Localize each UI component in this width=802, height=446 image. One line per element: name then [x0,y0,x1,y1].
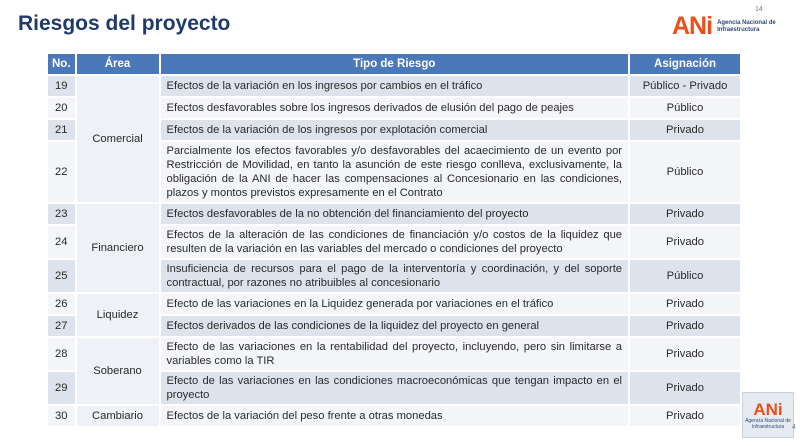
ani-logo-mark: ANi [672,12,713,40]
risk-assignment: Privado [630,406,740,426]
risk-table [48,52,740,428]
risk-type: Insuficiencia de recursos para el pago de la interventoría y coordinación, y del soporte contractual, por razones no atribuibles al concesionario [161,260,631,292]
risk-type: Efectos de la variación de los ingresos por explotación comercial [161,120,631,140]
corner-logo-text [745,418,791,430]
table-row [48,204,740,224]
risk-number: 25 [48,260,77,292]
corner-logo-line1: Agencia Nacional de [745,417,791,424]
risk-number: 19 [48,76,77,96]
risk-number: 28 [48,338,77,370]
corner-logo-mark: ANi [753,399,783,419]
risk-type: Efectos de la variación en los ingresos por cambios en el tráfico [161,76,631,96]
header-asignacion: Asignación [630,54,740,74]
risk-area: Financiero [77,204,161,292]
risk-type: Efectos desfavorables sobre los ingresos derivados de elusión del pago de peajes [161,98,631,118]
risk-type: Efectos de la alteración de las condiciones de financiación y/o costos de la liquidez que resulten de la variación en las variables del mercado o condiciones del proyecto [161,226,631,258]
risk-assignment: Público [630,98,740,118]
header-area: Área [77,54,161,74]
risk-area: Comercial [77,76,161,202]
table-row [48,294,740,314]
risk-assignment: Privado [630,226,740,258]
risk-assignment: Privado [630,204,740,224]
risk-number: 30 [48,406,77,426]
risk-area: Soberano [77,338,161,404]
risk-assignment: Privado [630,316,740,336]
ani-logo [672,14,776,39]
risk-number: 22 [48,142,77,202]
risk-assignment: Público [630,260,740,292]
risk-number: 23 [48,204,77,224]
risk-assignment: Público - Privado [630,76,740,96]
risk-assignment: Privado [630,338,740,370]
ani-logo-line1: Agencia Nacional de [717,19,776,26]
header-tipo: Tipo de Riesgo [161,54,631,74]
risk-number: 21 [48,120,77,140]
risk-number: 20 [48,98,77,118]
risk-assignment: Público [630,142,740,202]
risk-type: Parcialmente los efectos favorables y/o desfavorables del acaecimiento de un evento por Restricción de Movilidad, en tanto la asunción de este riesgo conlleva, exclusivamente, la obligación de la ANI de hacer las compensaciones al Concesionario en las condiciones, plazos y montos previstos expresamente en el Contrato [161,142,631,202]
risk-type: Efectos de la variación del peso frente a otras monedas [161,406,631,426]
corner-logo-line2: Infraestructura [751,423,785,430]
ani-logo-text [717,20,776,34]
risk-number: 27 [48,316,77,336]
table-header-row [48,54,740,74]
risk-number: 29 [48,372,77,404]
risk-number: 24 [48,226,77,258]
table-row [48,76,740,96]
slide-title: Riesgos del proyecto [18,12,231,35]
header-no: No. [48,54,77,74]
risk-number: 26 [48,294,77,314]
corner-logo-badge [742,392,794,438]
table-body [48,76,740,426]
risk-type: Efecto de las variaciones en las condiciones macroeconómicas que tengan impacto en el proyecto [161,372,631,404]
risk-type: Efectos desfavorables de la no obtención del financiamiento del proyecto [161,204,631,224]
risk-type: Efecto de las variaciones en la rentabilidad del proyecto, incluyendo, pero sin limitarse a variables como la TIR [161,338,631,370]
risk-type: Efecto de las variaciones en la Liquidez generada por variaciones en el tráfico [161,294,631,314]
risk-area: Liquidez [77,294,161,336]
risk-assignment: Privado [630,294,740,314]
page-number: 14 [755,6,763,13]
ani-logo-line2: Infraestructura [717,26,760,33]
table-row [48,338,740,370]
risk-type: Efectos derivados de las condiciones de la liquidez del proyecto en general [161,316,631,336]
risk-assignment: Privado [630,120,740,140]
risk-area: Cambiario [77,406,161,426]
risk-assignment: Privado [630,372,740,404]
corner-page-number: 4 [792,424,796,431]
table-row [48,406,740,426]
